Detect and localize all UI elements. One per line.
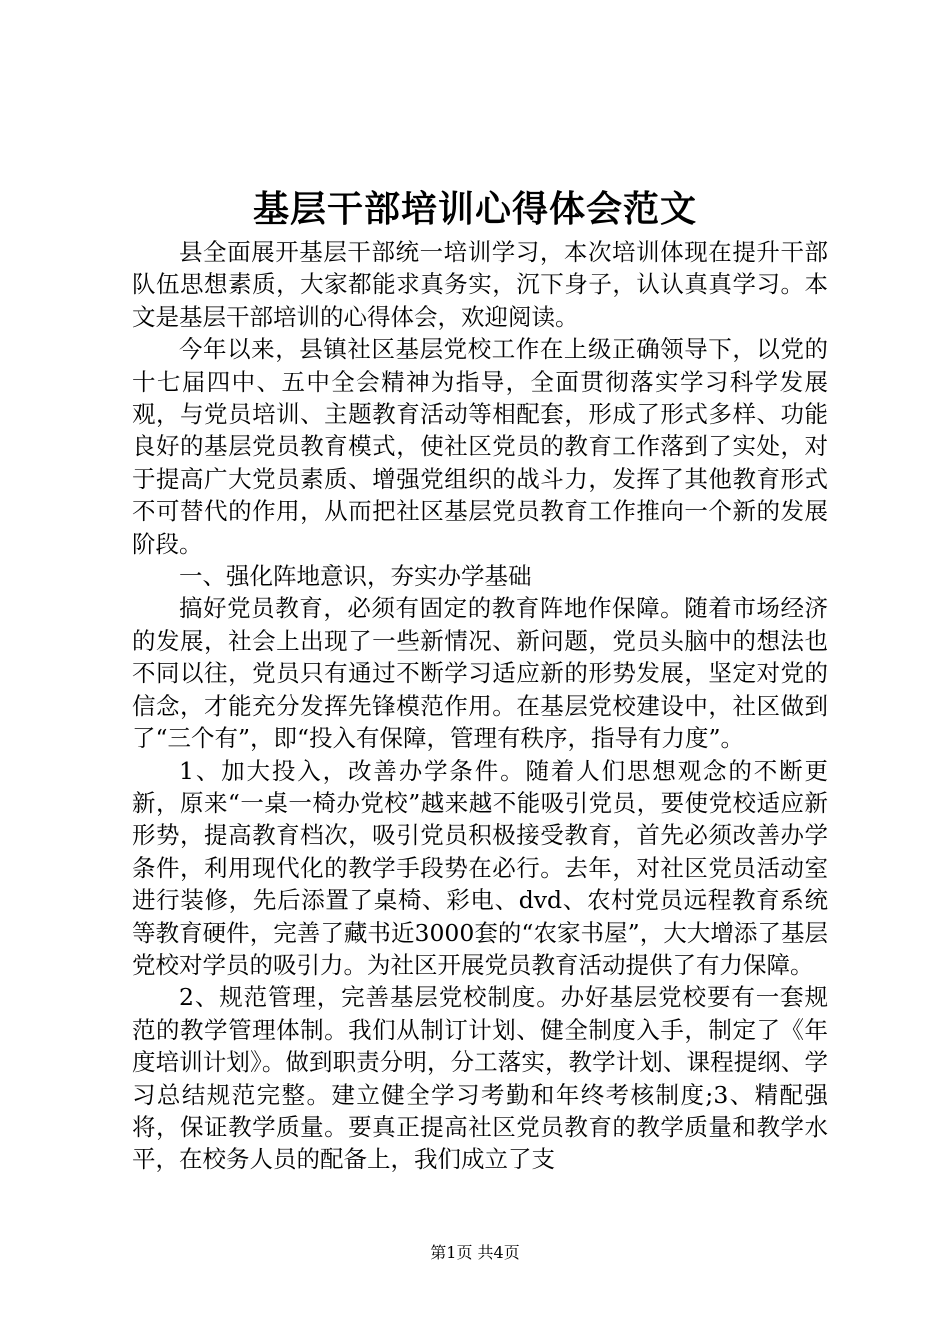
page-footer [0,1243,950,1263]
paragraph-intro: 县全面展开基层干部统一培训学习，本次培训体现在提升干部队伍思想素质，大家都能求真务实，沉下身子，认认真真学习。本文是基层干部培训的心得体会，欢迎阅读。 [132,238,828,331]
document-body [132,236,828,1176]
paragraph-overview: 今年以来，县镇社区基层党校工作在上级正确领导下，以党的十七届四中、五中全会精神为指导，全面贯彻落实学习科学发展观，与党员培训、主题教育活动等相配套，形成了形式多样、功能良好的基层党员教育模式，使社区党员的教育工作落到了实处，对于提高广大党员素质、增强党组织的战斗力，发挥了其他教育形式不可替代的作用，从而把社区基层党员教育工作推向一个新的发展阶段。 [132,335,828,558]
document-title: 基层干部培训心得体会范文 [252,188,697,230]
section-heading-1: 一、强化阵地意识，夯实办学基础 [179,562,532,591]
page-total: 共4页 [477,1243,520,1262]
paragraph-section-1: 搞好党员教育，必须有固定的教育阵地作保障。随着市场经济的发展，社会上出现了一些新情况、新问题，党员头脑中的想法也不同以往，党员只有通过不断学习适应新的形势发展，坚定对党的信念，才能充分发挥先锋模范作用。在基层党校建设中，社区做到了“三个有”，即“投入有保障，管理有秩序，指导有力度”。 [132,594,828,753]
page-number: 第1页 [430,1243,473,1262]
paragraph-item-2: 2、规范管理，完善基层党校制度。办好基层党校要有一套规范的教学管理体制。我们从制订计划、健全制度入手，制定了《年度培训计划》。做到职责分明，分工落实，教学计划、课程提纲、学习总结规范完整。建立健全学习考勤和年终考核制度;3、精配强将，保证教学质量。要真正提高社区党员教育的教学质量和教学水平，在校务人员的配备上，我们成立了支 [132,983,828,1174]
paragraph-item-1: 1、加大投入，改善办学条件。随着人们思想观念的不断更新，原来“一桌一椅办党校”越来越不能吸引党员，要使党校适应新形势，提高教育档次，吸引党员积极接受教育，首先必须改善办学条件，利用现代化的教学手段势在必行。去年，对社区党员活动室进行装修，先后添置了桌椅、彩电、dvd、农村党员远程教育系统等教育硬件，完善了藏书近3000套的“农家书屋”，大大增添了基层党校对学员的吸引力。为社区开展党员教育活动提供了有力保障。 [132,756,828,979]
